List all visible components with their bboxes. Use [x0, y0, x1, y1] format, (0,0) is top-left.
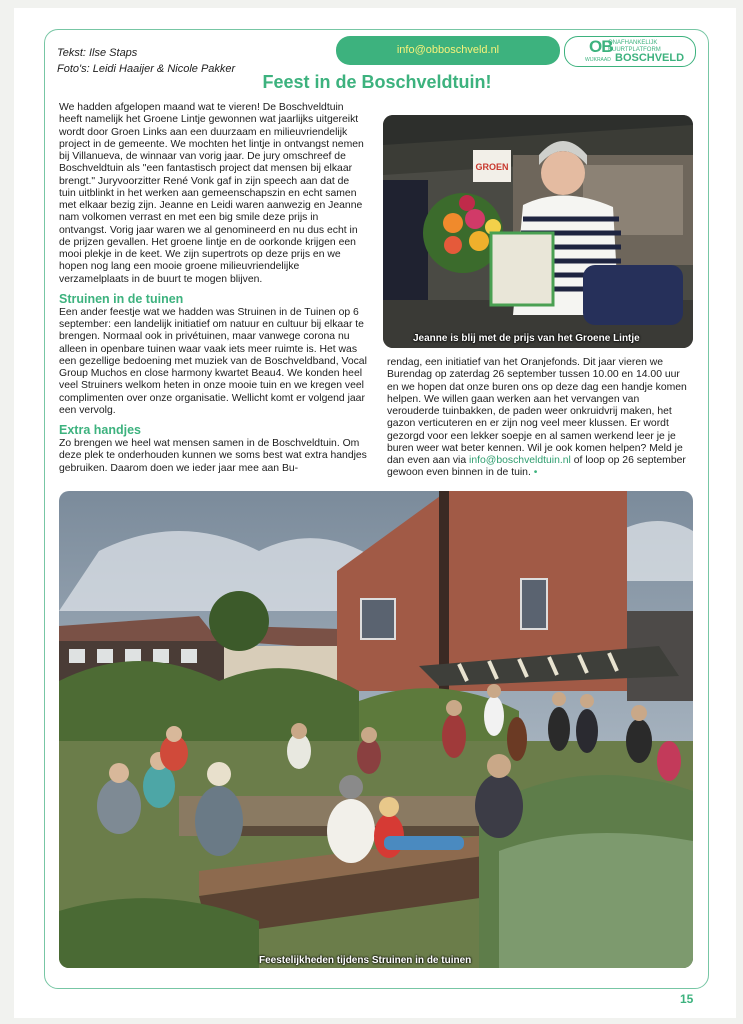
intro-paragraph: We hadden afgelopen maand wat te vieren! De Boschveldtuin heeft namelijk het Groene Lintje gewonnen wat jaarlijks uitgereikt wordt door Groen Links aan een duurzaam en milieuvriendelijk project in de gemeente. We mochten het lintje in ontvangst nemen bij Villanueva, de winnaar van vorig jaar. De jury omschreef de Boschveldtuin als "een fantastisch project dat mensen bij elkaar brengt." Juryvoorzitter René Vonk gaf in zijn speech aan dat de tuin uitblinkt in het werken aan gemeenschapszin en echt samen met elkaar bezig zijn. Jeanne en Leidi waren aanwezig en Jeanne nam volkomen verrast en met een big smile deze prijs in ontvangst. Vorig jaar waren we al genomineerd en nu dus echt in de prijzen gevallen. Het groene lintje en de oorkonde krijgen een mooi plekje in de keet. We zijn supertrots op deze prijs en we hopen nog lang een mooie groene milieuvriendelijke verzamelplaats in de buurt te mogen blijven. [59, 102, 364, 285]
end-bullet: • [533, 467, 538, 479]
award-photo [383, 115, 693, 348]
page-number: 15 [680, 992, 694, 1006]
section-heading-struinen: Struinen in de tuinen [59, 291, 184, 306]
logo-line-3: BOSCHVELD [615, 52, 685, 64]
ob-boschveld-logo [564, 36, 696, 67]
article-title: Feest in de Boschveldtuin! [262, 72, 492, 92]
left-column [59, 102, 367, 475]
logo-line-2: BUURTPLATFORM [608, 47, 661, 53]
author-credit: Tekst: Ilse Staps [57, 47, 138, 59]
struinen-paragraph: Een ander feestje wat we hadden was Struinen in de Tuinen op 6 september: een landelijk initiatief om natuur en cultuur bij elkaar te brengen. Normaal ook in privétuinen, maar vanwege corona nu alleen in openbare tuinen waar vaak iets meer ruimte is. Het was een gezellige bedoening met muziek van de Boschveldband, Vocal Group Muchos en close harmony kwartet Beau4. We konden heel veel Struiners welkom heten in onze mooie tuin en we kregen veel complimenten over onze organisatie. Wellicht komt er volgend jaar een vervolg. [59, 306, 367, 416]
boschveldtuin-email-link[interactable]: info@boschveldtuin.nl [469, 455, 571, 466]
logo-line-4: WIJKRAAD [585, 57, 611, 63]
groen-sign-text: GROEN [475, 162, 509, 172]
garden-event-photo-caption: Feestelijkheden tijdens Struinen in de tuinen [259, 955, 472, 966]
award-photo-image [383, 115, 693, 348]
garden-event-photo-image [59, 491, 693, 968]
burendag-paragraph [387, 357, 693, 480]
logo-line-1: ONAFHANKELIJK [608, 40, 658, 46]
photo-credit: Foto's: Leidi Haaijer & Nicole Pakker [57, 63, 236, 75]
garden-event-photo [59, 491, 693, 968]
logo-letters: OB [589, 37, 613, 56]
email-link[interactable]: info@obboschveld.nl [336, 36, 560, 65]
right-column [387, 357, 693, 480]
section-heading-extra-handjes: Extra handjes [59, 423, 141, 437]
award-photo-caption: Jeanne is blij met de prijs van het Groene Lintje [413, 333, 640, 344]
burendag-text: rendag, een initiatief van het Oranjefonds. Dit jaar vieren we Burendag op zaterdag 26 september tussen 10.00 en 14.00 uur en we hopen dat onze buren ons op deze dag een handje komen helpen. We willen gaan werken aan het vervangen van verouderde tuinbakken, de paden weer onkruidvrij maken, het gazon verticuteren en er zijn nog veel meer klussen. Er wordt gezorgd voor een lekker soepje en al samen werkend leer je je buren weer wat beter kennen. Wil je ook komen helpen? Meld je dan even aan via [387, 357, 687, 466]
burendag-text-end: of loop op 26 september gewoon even binnen in de tuin. [387, 455, 686, 479]
extra-handjes-paragraph: Zo brengen we heel wat mensen samen in de Boschveldtuin. Om deze plek te onderhouden kunnen we soms best wat extra handjes gebruiken. Daarom doen we ieder jaar mee aan Bu- [59, 438, 367, 474]
